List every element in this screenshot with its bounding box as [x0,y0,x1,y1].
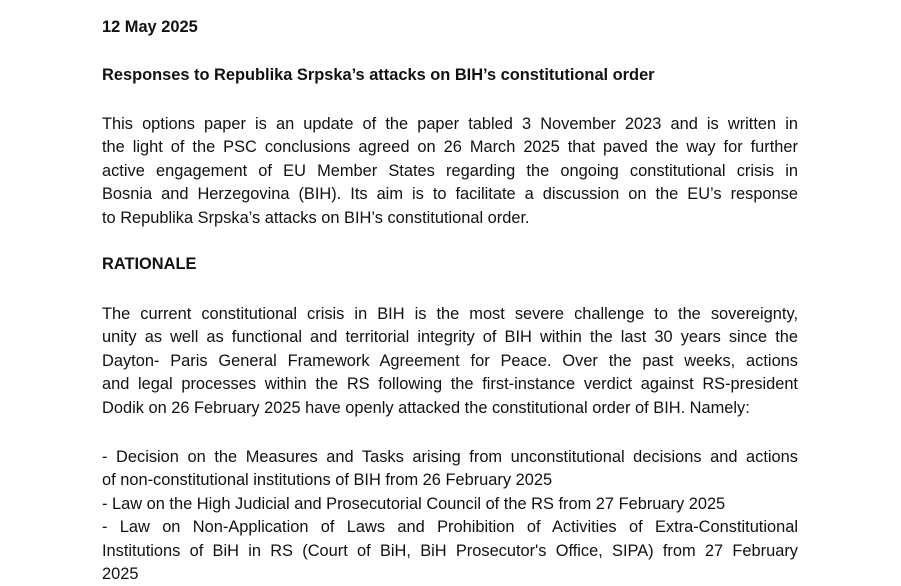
rationale-line: and legal processes within the RS following the first-instance verdict against RS-president [102,375,798,394]
rationale-line: The current constitutional crisis in BIH is the most severe challenge to the sovereignty, [102,305,798,323]
intro-line: the light of the PSC conclusions agreed on 26 March 2025 that paved the way for further [102,138,798,157]
intro-line: This options paper is an update of the paper tabled 3 November 2023 and is written in [102,115,798,133]
list-item-line: 2025 [102,565,139,584]
section-heading-rationale: RATIONALE [102,255,197,273]
list-item [102,493,798,516]
measures-list [102,446,798,586]
list-item-line: of non-constitutional institutions of BIH from 26 February 2025 [102,471,553,490]
rationale-line: Dodik on 26 February 2025 have openly attacked the constitutional order of BIH. Namely: [102,398,750,417]
list-item [102,446,798,493]
intro-line: Bosnia and Herzegovina (BIH). Its aim is to facilitate a discussion on the EU’s response [102,185,798,204]
list-item-line: - Law on Non-Application of Laws and Prohibition of Activities of Extra-Constitutional [102,518,798,537]
intro-line: active engagement of EU Member States regarding the ongoing constitutional crisis in [102,161,798,180]
intro-paragraph [102,113,798,230]
document-date: 12 May 2025 [102,18,198,36]
list-item-line: Institutions of BiH in RS (Court of BiH, BiH Prosecutor's Office, SIPA) from 27 February [102,541,798,560]
list-item-line: - Decision on the Measures and Tasks arising from unconstitutional decisions and actions [102,448,798,466]
rationale-line: unity as well as functional and territorial integrity of BIH within the last 30 years since the [102,328,798,347]
list-item [102,516,798,586]
rationale-line: Dayton- Paris General Framework Agreement for Peace. Over the past weeks, actions [102,351,798,370]
document-title: Responses to Republika Srpska’s attacks on BIH’s constitutional order [102,66,655,84]
document-page [102,16,798,584]
rationale-paragraph [102,303,798,420]
intro-line: to Republika Srpska’s attacks on BIH’s constitutional order. [102,208,530,227]
list-item-line: - Law on the High Judicial and Prosecutorial Council of the RS from 27 February 2025 [102,494,726,513]
